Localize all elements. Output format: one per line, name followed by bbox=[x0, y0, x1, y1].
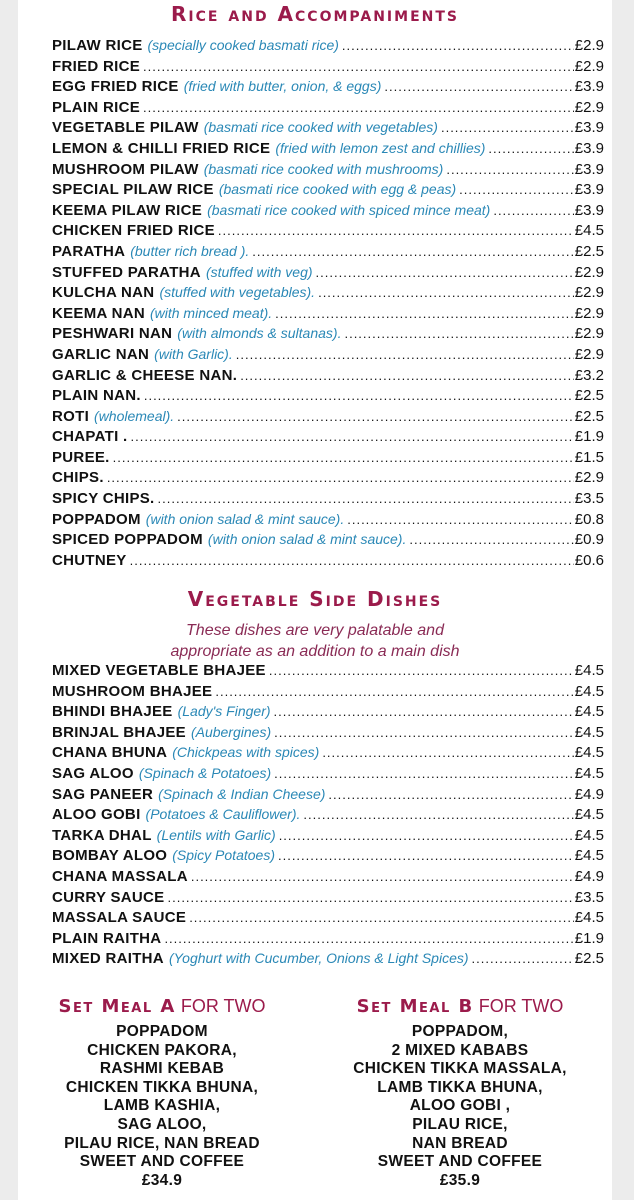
item-price: £2.9 bbox=[574, 469, 604, 487]
set-meal-b-item: NAN BREAD bbox=[412, 1134, 508, 1152]
intro-line-2: appropriate as an addition to a main dish bbox=[170, 643, 460, 660]
set-meal-a-item: RASHMI KEBAB bbox=[99, 1060, 225, 1078]
dot-leader bbox=[493, 203, 573, 218]
item-description: (Lady's Finger) bbox=[177, 703, 271, 720]
item-price: £3.9 bbox=[574, 139, 604, 157]
item-description: (with onion salad & mint sauce). bbox=[145, 510, 345, 527]
item-price: £3.9 bbox=[574, 78, 604, 96]
item-price: £4.5 bbox=[574, 723, 604, 741]
rice-item bbox=[52, 78, 604, 99]
item-price: £4.5 bbox=[574, 826, 604, 844]
item-price: £2.9 bbox=[574, 37, 604, 54]
set-meal-a-name: Set Meal A bbox=[58, 996, 176, 1017]
item-name: PLAIN RAITHA bbox=[52, 929, 162, 947]
veg-item bbox=[52, 950, 604, 971]
set-meal-b-item: LAMB TIKKA BHUNA, bbox=[377, 1078, 543, 1096]
rice-item bbox=[52, 490, 604, 511]
item-name: PARATHA bbox=[52, 242, 126, 260]
dot-leader bbox=[107, 470, 574, 485]
dot-leader bbox=[446, 162, 573, 177]
rice-item bbox=[52, 511, 604, 532]
item-price: £2.5 bbox=[574, 387, 604, 405]
item-name: MUSHROOM BHAJEE bbox=[52, 682, 213, 700]
item-price: £3.5 bbox=[574, 490, 604, 508]
item-price: £4.5 bbox=[574, 682, 604, 700]
veg-item bbox=[52, 889, 604, 910]
set-meal-a-items bbox=[22, 1023, 302, 1190]
dot-leader bbox=[322, 745, 573, 760]
item-price: £2.5 bbox=[574, 242, 604, 260]
dot-leader bbox=[215, 684, 573, 699]
rice-item bbox=[52, 243, 604, 264]
set-meal-a-item: PILAU RICE, NAN BREAD bbox=[64, 1134, 260, 1152]
item-price: £2.5 bbox=[574, 950, 604, 968]
veg-item bbox=[52, 909, 604, 930]
dot-leader bbox=[278, 848, 574, 863]
dot-leader bbox=[189, 910, 574, 925]
item-price: £2.9 bbox=[574, 345, 604, 363]
item-name: SPECIAL PILAW RICE bbox=[52, 181, 214, 199]
item-name: PLAIN NAN. bbox=[52, 387, 141, 405]
item-price: £4.5 bbox=[574, 222, 604, 240]
dot-leader bbox=[218, 223, 574, 238]
item-name: VEGETABLE PILAW bbox=[52, 119, 199, 137]
dot-leader bbox=[472, 951, 574, 966]
set-meal-a-item: £34.9 bbox=[141, 1171, 183, 1189]
item-price: £4.5 bbox=[574, 744, 604, 762]
dot-leader bbox=[143, 100, 574, 115]
item-price: £0.8 bbox=[574, 510, 604, 528]
rice-item bbox=[52, 161, 604, 182]
set-meal-a-item: POPPADOM bbox=[116, 1023, 208, 1040]
set-meal-a bbox=[22, 994, 302, 1190]
item-description: (with onion salad & mint sauce). bbox=[207, 531, 407, 548]
veg-item bbox=[52, 724, 604, 745]
item-name: MIXED VEGETABLE BHAJEE bbox=[52, 662, 266, 679]
item-price: £4.5 bbox=[574, 703, 604, 721]
item-description: (Chickpeas with spices) bbox=[172, 744, 320, 761]
dot-leader bbox=[318, 285, 574, 300]
item-name: CHANA BHUNA bbox=[52, 744, 168, 762]
item-price: £0.6 bbox=[574, 551, 604, 569]
dot-leader bbox=[274, 704, 574, 719]
item-description: (fried with lemon zest and chillies) bbox=[275, 139, 486, 156]
veg-item bbox=[52, 868, 604, 889]
dot-leader bbox=[274, 725, 574, 740]
veg-item bbox=[52, 806, 604, 827]
item-description: (with minced meat). bbox=[149, 304, 273, 321]
item-price: £1.5 bbox=[574, 448, 604, 466]
item-price: £0.9 bbox=[574, 531, 604, 549]
item-price: £3.5 bbox=[574, 888, 604, 906]
item-description: (stuffed with veg) bbox=[205, 263, 313, 280]
veg-item bbox=[52, 847, 604, 868]
veg-item bbox=[52, 765, 604, 786]
rice-item bbox=[52, 449, 604, 470]
dot-leader bbox=[269, 663, 574, 678]
page-frame-left bbox=[0, 0, 18, 1200]
rice-item bbox=[52, 119, 604, 140]
item-price: £4.5 bbox=[574, 662, 604, 679]
page-frame-right bbox=[612, 0, 634, 1200]
item-name: PLAIN RICE bbox=[52, 98, 141, 116]
dot-leader bbox=[167, 890, 573, 905]
item-name: PESHWARI NAN bbox=[52, 325, 173, 343]
set-meal-a-item: CHICKEN TIKKA BHUNA, bbox=[65, 1078, 259, 1096]
item-name: KULCHA NAN bbox=[52, 284, 155, 302]
item-name: SAG PANEER bbox=[52, 785, 154, 803]
set-meal-a-suffix: FOR TWO bbox=[180, 996, 266, 1016]
set-meal-a-title bbox=[22, 994, 302, 1019]
veg-menu-list bbox=[52, 662, 604, 971]
set-meal-b-item: 2 MIXED KABABS bbox=[391, 1041, 529, 1059]
item-name: KEEMA PILAW RICE bbox=[52, 201, 203, 219]
dot-leader bbox=[409, 532, 573, 547]
dot-leader bbox=[274, 766, 574, 781]
item-price: £3.9 bbox=[574, 181, 604, 199]
item-name: CHAPATI . bbox=[52, 428, 128, 446]
rice-item bbox=[52, 284, 604, 305]
set-meal-b-suffix: FOR TWO bbox=[478, 996, 564, 1016]
rice-item bbox=[52, 367, 604, 388]
dot-leader bbox=[279, 828, 574, 843]
rice-item bbox=[52, 387, 604, 408]
item-price: £4.5 bbox=[574, 764, 604, 782]
item-name: LEMON & CHILLI FRIED RICE bbox=[52, 139, 271, 157]
rice-item bbox=[52, 37, 604, 58]
item-price: £3.2 bbox=[574, 366, 604, 384]
item-price: £3.9 bbox=[574, 119, 604, 137]
item-name: GARLIC & CHEESE NAN. bbox=[52, 366, 238, 384]
item-price: £3.9 bbox=[574, 201, 604, 219]
item-description: (basmati rice cooked with egg & peas) bbox=[218, 181, 457, 198]
veg-item bbox=[52, 683, 604, 704]
item-name: KEEMA NAN bbox=[52, 304, 145, 322]
item-description: (Spinach & Indian Cheese) bbox=[158, 785, 326, 802]
item-description: (Aubergines) bbox=[190, 723, 272, 740]
dot-leader bbox=[328, 787, 573, 802]
set-meal-b bbox=[320, 994, 600, 1190]
rice-item bbox=[52, 58, 604, 79]
dot-leader bbox=[144, 388, 574, 403]
set-meal-a-item: CHICKEN PAKORA, bbox=[87, 1041, 237, 1059]
rice-menu-list bbox=[52, 37, 604, 572]
dot-leader bbox=[344, 326, 573, 341]
rice-item bbox=[52, 181, 604, 202]
item-description: (basmati rice cooked with mushrooms) bbox=[203, 160, 444, 177]
rice-item bbox=[52, 305, 604, 326]
dot-leader bbox=[459, 182, 574, 197]
item-description: (Spinach & Potatoes) bbox=[138, 764, 272, 781]
item-name: ROTI bbox=[52, 407, 90, 425]
menu-sheet bbox=[18, 0, 612, 1200]
item-name: MUSHROOM PILAW bbox=[52, 160, 199, 178]
item-price: £1.9 bbox=[574, 428, 604, 446]
set-meal-b-item: ALOO GOBI , bbox=[409, 1097, 511, 1115]
item-description: (Spicy Potatoes) bbox=[172, 847, 275, 864]
set-meal-b-item: POPPADOM, bbox=[411, 1023, 509, 1040]
dot-leader bbox=[303, 807, 573, 822]
item-name: GARLIC NAN bbox=[52, 345, 150, 363]
veg-item bbox=[52, 703, 604, 724]
dot-leader bbox=[342, 38, 574, 53]
item-name: EGG FRIED RICE bbox=[52, 78, 179, 96]
item-name: CURRY SAUCE bbox=[52, 888, 165, 906]
item-description: (with Garlic). bbox=[154, 345, 233, 362]
item-name: CHUTNEY bbox=[52, 551, 127, 569]
item-price: £4.9 bbox=[574, 867, 604, 885]
item-price: £1.9 bbox=[574, 929, 604, 947]
rice-item bbox=[52, 140, 604, 161]
rice-item bbox=[52, 325, 604, 346]
set-meal-b-name: Set Meal B bbox=[356, 996, 474, 1017]
set-meal-b-item: SWEET AND COFFEE bbox=[377, 1153, 543, 1171]
veg-item bbox=[52, 930, 604, 951]
item-description: (specially cooked basmati rice) bbox=[147, 37, 339, 53]
item-description: (stuffed with vegetables). bbox=[159, 284, 316, 301]
rice-item bbox=[52, 469, 604, 490]
item-price: £4.5 bbox=[574, 909, 604, 927]
item-name: BHINDI BHAJEE bbox=[52, 703, 173, 721]
set-meal-b-item: PILAU RICE, bbox=[412, 1115, 508, 1133]
veg-item bbox=[52, 744, 604, 765]
dot-leader bbox=[347, 512, 574, 527]
item-name: BRINJAL BHAJEE bbox=[52, 723, 186, 741]
item-name: PUREE. bbox=[52, 448, 110, 466]
item-name: CHIPS. bbox=[52, 469, 104, 487]
set-meal-a-item: LAMB KASHIA, bbox=[103, 1097, 221, 1115]
item-price: £4.5 bbox=[574, 806, 604, 824]
item-name: CHANA MASSALA bbox=[52, 867, 188, 885]
rice-item bbox=[52, 428, 604, 449]
rice-item bbox=[52, 99, 604, 120]
set-meal-b-items bbox=[320, 1023, 600, 1190]
dot-leader bbox=[158, 491, 574, 506]
item-description: (with almonds & sultanas). bbox=[177, 325, 342, 342]
item-description: (butter rich bread ). bbox=[130, 242, 250, 259]
item-name: POPPADOM bbox=[52, 510, 141, 528]
rice-item bbox=[52, 202, 604, 223]
dot-leader bbox=[252, 244, 574, 259]
dot-leader bbox=[164, 931, 573, 946]
dot-leader bbox=[130, 553, 574, 568]
item-name: SAG ALOO bbox=[52, 764, 134, 782]
dot-leader bbox=[113, 450, 574, 465]
item-name: CHICKEN FRIED RICE bbox=[52, 222, 215, 240]
dot-leader bbox=[236, 347, 574, 362]
item-description: (basmati rice cooked with spiced mince meat) bbox=[207, 201, 491, 218]
dot-leader bbox=[441, 120, 574, 135]
item-name: MIXED RAITHA bbox=[52, 950, 164, 968]
dot-leader bbox=[240, 368, 574, 383]
item-description: (Yoghurt with Cucumber, Onions & Light Spices) bbox=[168, 950, 469, 967]
veg-item bbox=[52, 662, 604, 683]
rice-item bbox=[52, 408, 604, 429]
dot-leader bbox=[177, 409, 574, 424]
item-price: £4.5 bbox=[574, 847, 604, 865]
set-meal-a-item: SAG ALOO, bbox=[117, 1115, 207, 1133]
set-meal-b-title bbox=[320, 994, 600, 1019]
item-description: (Lentils with Garlic) bbox=[156, 826, 276, 843]
item-description: (fried with butter, onion, & eggs) bbox=[183, 78, 382, 95]
item-price: £2.9 bbox=[574, 98, 604, 116]
set-meal-a-item: SWEET AND COFFEE bbox=[79, 1153, 245, 1171]
dot-leader bbox=[384, 79, 573, 94]
intro-line-1: These dishes are very palatable and bbox=[186, 622, 444, 639]
item-name: MASSALA SAUCE bbox=[52, 909, 187, 927]
item-price: £2.9 bbox=[574, 325, 604, 343]
item-name: SPICED POPPADOM bbox=[52, 531, 203, 549]
item-name: FRIED RICE bbox=[52, 57, 141, 75]
item-description: (Potatoes & Cauliflower). bbox=[145, 806, 301, 823]
item-price: £2.5 bbox=[574, 407, 604, 425]
item-price: £4.9 bbox=[574, 785, 604, 803]
item-name: TARKA DHAL bbox=[52, 826, 152, 844]
set-meal-b-item: CHICKEN TIKKA MASSALA, bbox=[353, 1060, 567, 1078]
dot-leader bbox=[191, 869, 574, 884]
veg-section-intro bbox=[18, 620, 612, 662]
dot-leader bbox=[275, 306, 574, 321]
veg-item bbox=[52, 786, 604, 807]
rice-section-title: Rice and Accompaniments bbox=[171, 2, 459, 26]
item-name: BOMBAY ALOO bbox=[52, 847, 168, 865]
item-price: £2.9 bbox=[574, 304, 604, 322]
dot-leader bbox=[143, 59, 574, 74]
rice-item bbox=[52, 264, 604, 285]
item-price: £2.9 bbox=[574, 263, 604, 281]
item-name: ALOO GOBI bbox=[52, 806, 141, 824]
rice-item bbox=[52, 346, 604, 367]
item-price: £2.9 bbox=[574, 284, 604, 302]
item-description: (basmati rice cooked with vegetables) bbox=[203, 119, 438, 136]
item-price: £2.9 bbox=[574, 57, 604, 75]
item-name: STUFFED PARATHA bbox=[52, 263, 201, 281]
dot-leader bbox=[488, 141, 573, 156]
dot-leader bbox=[316, 265, 574, 280]
veg-section-title: Vegetable Side Dishes bbox=[187, 587, 443, 611]
dot-leader bbox=[130, 429, 573, 444]
item-name: PILAW RICE bbox=[52, 37, 143, 54]
veg-item bbox=[52, 827, 604, 848]
rice-item bbox=[52, 531, 604, 552]
rice-item bbox=[52, 552, 604, 573]
set-meal-b-item: £35.9 bbox=[439, 1171, 481, 1189]
item-price: £3.9 bbox=[574, 160, 604, 178]
item-description: (wholemeal). bbox=[94, 407, 175, 424]
item-name: SPICY CHIPS. bbox=[52, 490, 155, 508]
rice-item bbox=[52, 222, 604, 243]
